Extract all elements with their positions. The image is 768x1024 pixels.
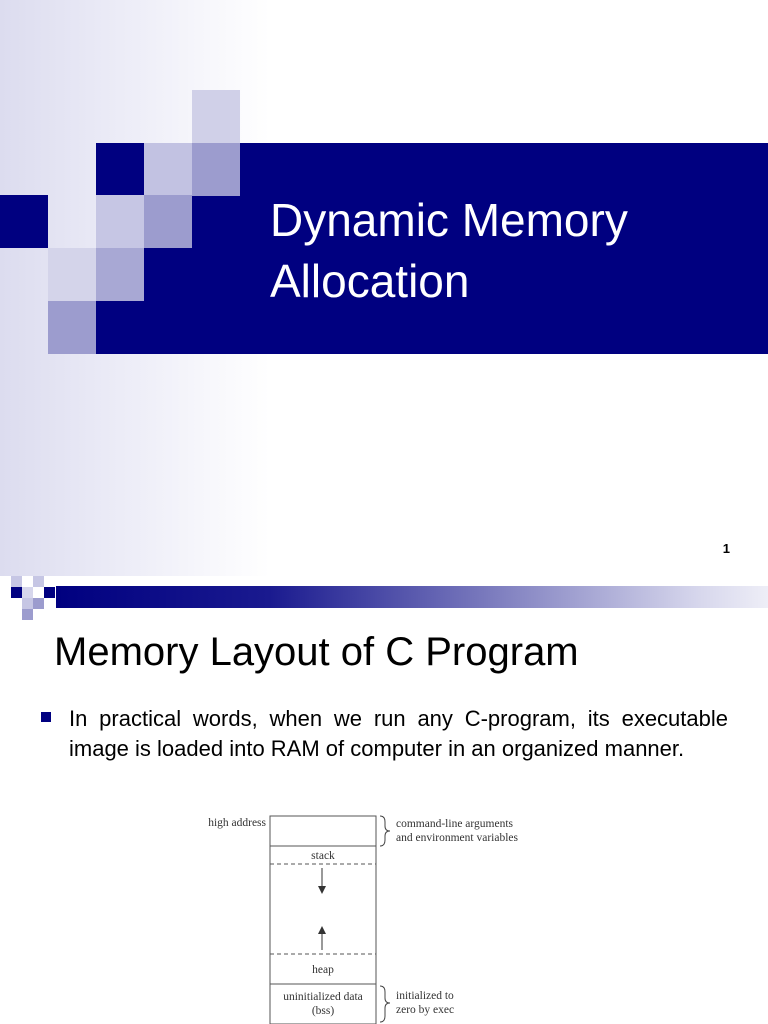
bullet-square-icon	[41, 712, 51, 722]
header-gradient-bar	[56, 586, 768, 608]
corner-square	[11, 576, 22, 587]
memory-layout-diagram	[190, 810, 550, 1024]
label-cmd-args-2: and environment variables	[396, 832, 518, 844]
slide-heading: Memory Layout of C Program	[54, 630, 579, 674]
deco-square	[144, 143, 192, 196]
bullet-text: In practical words, when we run any C-program, its executable image is loaded into RAM of computer in an organized manner.	[69, 706, 728, 761]
heap-growth-arrow	[318, 926, 326, 950]
stack-growth-arrow	[318, 868, 326, 894]
label-cmd-args-1: command-line arguments	[396, 818, 513, 830]
corner-square	[33, 576, 44, 587]
corner-square	[22, 609, 33, 620]
corner-square	[22, 598, 33, 609]
brace-icon	[380, 986, 390, 1022]
corner-square	[11, 587, 22, 598]
deco-square	[96, 195, 144, 248]
deco-square	[48, 248, 96, 301]
label-init-zero-1: initialized to	[396, 990, 454, 1002]
brace-icon	[380, 816, 390, 846]
slide-title-line1: Dynamic Memory	[270, 194, 628, 246]
deco-square	[192, 143, 240, 196]
label-heap: heap	[312, 964, 334, 976]
corner-square	[44, 587, 55, 598]
corner-square	[33, 598, 44, 609]
slide-number: 1	[722, 541, 730, 556]
slide-title	[270, 190, 740, 312]
deco-square	[48, 301, 96, 354]
label-high-address: high address	[208, 817, 266, 829]
label-uninit-2: (bss)	[311, 1005, 335, 1017]
label-stack: stack	[311, 850, 335, 862]
content-slide	[0, 576, 768, 1024]
left-accent-tab	[0, 195, 48, 248]
label-uninit-1: uninitialized data	[283, 991, 363, 1003]
label-init-zero-2: zero by exec	[396, 1004, 455, 1016]
slide-title-line2: Allocation	[270, 255, 470, 307]
deco-square	[192, 90, 240, 143]
deco-square	[96, 248, 144, 301]
deco-square	[144, 195, 192, 248]
corner-square	[22, 587, 33, 598]
